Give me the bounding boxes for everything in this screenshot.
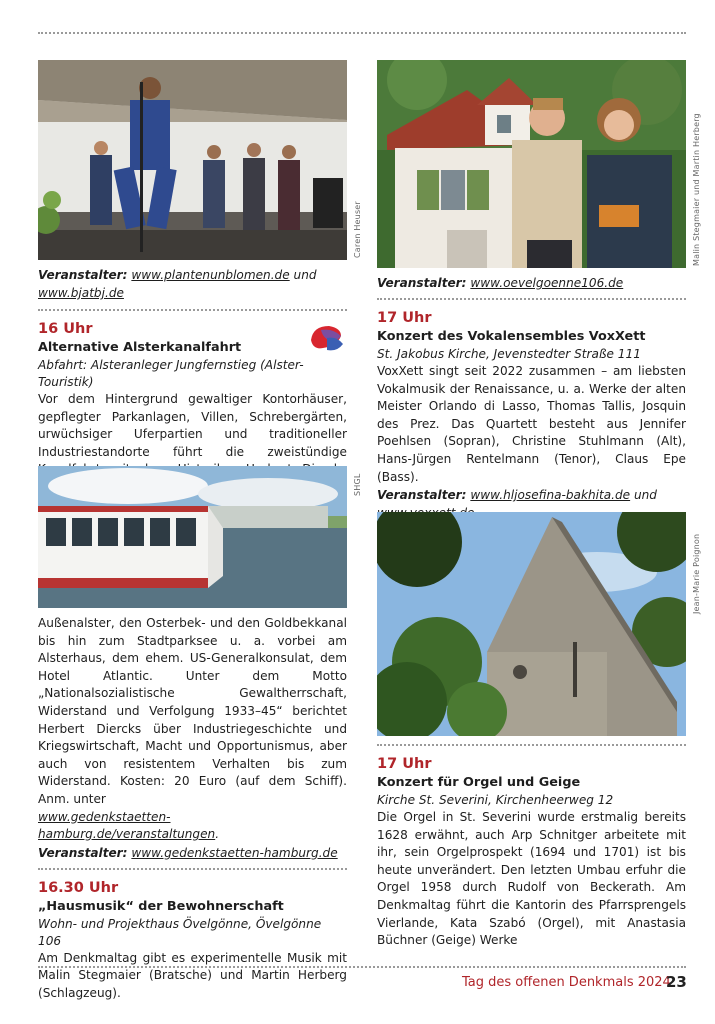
- organizer-line: [377, 274, 686, 292]
- footer-divider: [38, 966, 686, 968]
- event-description: Am Denkmaltag gibt es experimentelle Musik mit Malin Stegmaier (Bratsche) und Martin Herberg (Schlagzeug).: [38, 950, 347, 1000]
- photo-church: [377, 512, 686, 736]
- page-number: 23: [666, 973, 687, 991]
- section-divider: [38, 868, 347, 870]
- event-time: 17 Uhr: [377, 310, 432, 326]
- registration-link[interactable]: www.gedenkstaetten-hamburg.de/veranstaltungen: [38, 809, 216, 842]
- right-column-top: [377, 274, 686, 522]
- top-divider: [38, 32, 686, 34]
- organizer-link-gedenkstaetten[interactable]: www.gedenkstaetten-hamburg.de: [131, 845, 338, 860]
- event-description: Vor dem Hintergrund gewaltiger Kontorhäuser, gepflegter Parkanlagen, Villen, Schrebergärten, urwüchsiger Uferpartien und traditioneller Industriestandorte führt die zweistündige: [38, 392, 347, 459]
- organizer-line: [38, 844, 347, 862]
- event-description: VoxXett singt seit 2022 zusammen – am liebsten Vokalmusik der Renaissance, u. a. Werke der alten Meister Orlando di Lasso, Thomas Tallis, Josquin des Prez. Das Quartett besteht aus Jennifer Poehlsen (Sopran), Christine Stuhlmann (Alt), Hans-Jürgen Rentelmann (Tenor), Claus Epe (Bass).: [377, 364, 686, 484]
- photo-credit-4: Jean-Marie Poignon: [692, 533, 701, 614]
- organizer-link-hljosefina[interactable]: www.hljosefina-bakhita.de: [470, 488, 631, 503]
- organizer-join: und: [289, 268, 317, 282]
- event-location: St. Jakobus Kirche, Jevenstedter Straße 111: [377, 347, 641, 361]
- event-description: Die Orgel in St. Severini wurde erstmalig bereits 1628 erwähnt, auch Arp Schnitger arbeitete mit ihr, sein Orgelprospekt (1694 und 1701) ist bis heute unverändert. Den letzten Umbau erfuhr die Orgel 1958 durch Rudolf von Beckerath. Am Denkmaltag führt die Kantorin des Pfarrsprengels Vierlande, Kata Szabó (Orgel), mit Anastasia Büchner (Geige) Werke: [377, 810, 686, 948]
- organizer-label: Veranstalter:: [377, 488, 467, 503]
- organizer-link-oevelgoenne[interactable]: www.oevelgoenne106.de: [470, 276, 624, 290]
- event-title: Konzert des Vokalensembles VoxXett: [377, 329, 646, 344]
- left-column-top: [38, 266, 347, 497]
- section-divider: [377, 298, 686, 300]
- section-divider: [377, 744, 686, 746]
- photo-band-stage: [38, 60, 347, 260]
- left-column-bottom: [38, 615, 347, 1003]
- event-time: 17 Uhr: [377, 756, 432, 772]
- organizer-link-plantenunblomen[interactable]: www.plantenunblomen.de: [131, 268, 290, 282]
- photo-credit-3: SHGL: [353, 473, 362, 496]
- event-location: Kirche St. Severini, Kirchenheerweg 12: [377, 793, 614, 807]
- right-column-bottom: [377, 744, 686, 950]
- event-title: „Hausmusik“ der Bewohnerschaft: [38, 898, 284, 914]
- event-time: 16 Uhr: [38, 321, 93, 337]
- accessibility-icon: [307, 322, 345, 354]
- organizer-label: Veranstalter:: [377, 276, 467, 290]
- event-location: Abfahrt: Alsteranleger Jungfernstieg (Alster-Touristik): [38, 358, 304, 389]
- organizer-line: [38, 266, 347, 302]
- event-title: Alternative Alsterkanalfahrt: [38, 340, 242, 355]
- photo-couple-house: [377, 60, 686, 268]
- organizer-label: Veranstalter:: [38, 845, 128, 860]
- photo-credit-1: Caren Heuser: [353, 201, 362, 258]
- footer-title: Tag des offenen Denkmals 2024: [462, 975, 671, 990]
- photo-credit-2: Malin Stegmaier und Martin Herberg: [692, 113, 701, 266]
- registration-line: www.gedenkstaetten-hamburg.de/veranstaltungen.: [38, 809, 220, 842]
- organizer-label: Veranstalter:: [38, 268, 128, 282]
- organizer-line: Veranstalter: www.hljosefina-bakhita.de und: [377, 486, 686, 522]
- event-description-cont: Außenalster, den Osterbek- und den Goldbekkanal bis hin zum Stadtparksee u. a. vorbei am Alsterhaus, dem ehem. US-Generalkonsulat, dem Hotel Atlantic. Unter dem Motto „Nationalsozialistische Gewaltherrschaft, Widerstand und Verfolgung 1933–45“ berichtet Herbert Diercks über Industriegeschichte und Kriegswirtschaft, Macht und Opportunismus, aber auch von resistentem Verhalten bis zum Widerstand. Kosten: 20 Euro (auf dem Schiff). Anm. unter: [38, 616, 347, 806]
- organizer-link-bjatbj[interactable]: www.bjatbj.de: [38, 286, 124, 300]
- photo-canal-boat: [38, 466, 347, 608]
- event-location: Wohn- und Projekthaus Övelgönne, Övelgönne 106: [38, 916, 322, 948]
- event-title: Konzert für Orgel und Geige: [377, 775, 581, 790]
- section-divider: [38, 309, 347, 311]
- event-time: 16.30 Uhr: [38, 879, 119, 896]
